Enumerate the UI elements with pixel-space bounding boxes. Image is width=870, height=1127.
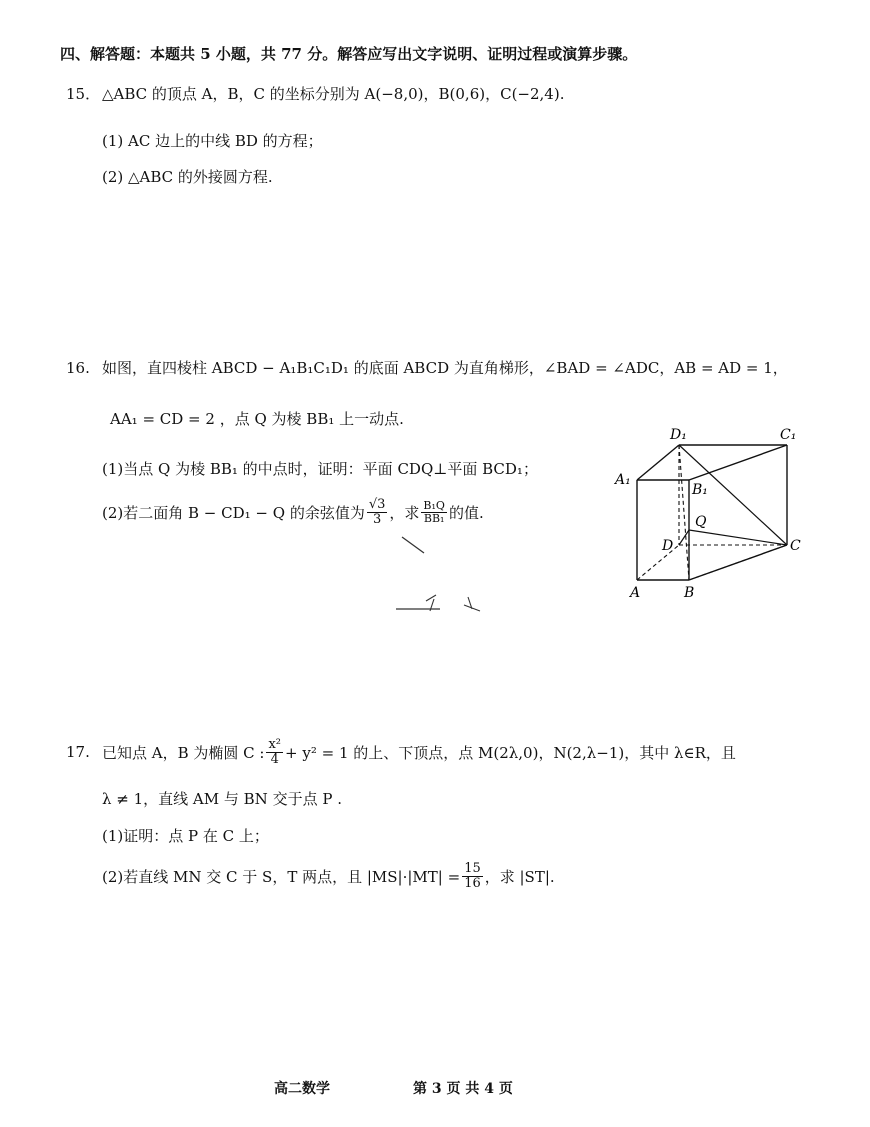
q17-part2-text-a: (2)若直线 MN 交 C 于 S，T 两点，且 |MS|·|MT| =	[102, 867, 461, 886]
segment-DQ	[679, 530, 689, 545]
label-B1: B₁	[692, 482, 708, 498]
q15-number: 15．	[66, 85, 101, 103]
q16-part2-ratio	[421, 500, 447, 525]
hidden-segment-D1B	[679, 445, 689, 580]
label-D1: D₁	[670, 427, 687, 443]
q17-part2-text-b: ，求 |ST|.	[484, 867, 555, 886]
q16-stem-line2: AA₁ = CD = 2 ，点 Q 为棱 BB₁ 上一动点.	[110, 410, 404, 428]
q17-stem-text-a: 已知点 A，B 为椭圆 C :	[102, 743, 265, 762]
q16-part1: (1)当点 Q 为棱 BB₁ 的中点时，证明：平面 CDQ⊥平面 BCD₁；	[102, 460, 538, 478]
prism-figure	[612, 420, 812, 605]
q16-part2-text-a: (2)若二面角 B − CD₁ − Q 的余弦值为	[102, 503, 365, 522]
q17-number: 17.	[66, 743, 90, 761]
q17-part2-fraction-num: 15	[464, 861, 481, 876]
q17-stem-fraction-num: x²	[268, 737, 282, 752]
q17-stem	[102, 738, 736, 767]
label-B: B	[684, 585, 695, 601]
q16-part2-fraction	[367, 498, 388, 527]
q16-part2-ratio-den: BB₁	[423, 512, 445, 525]
q16-part2-fraction-den: 3	[372, 512, 382, 527]
pencil-marks	[390, 525, 500, 620]
q16-number: 16.	[66, 359, 90, 377]
q17-stem-text-b: + y² = 1 的上、下顶点，点 M(2λ,0)，N(2,λ−1)，其中 λ∈R，且	[285, 743, 736, 762]
q16-part2-fraction-num: √3	[368, 497, 386, 512]
label-C1: C₁	[780, 427, 797, 443]
section-header: 四、解答题：本题共 5 小题，共 77 分。解答应写出文字说明、证明过程或演算步骤。	[60, 45, 638, 63]
q16-stem-line1: 如图，直四棱柱 ABCD − A₁B₁C₁D₁ 的底面 ABCD 为直角梯形，∠BAD = ∠ADC，AB = AD = 1，	[102, 359, 788, 377]
q15-stem: △ABC 的顶点 A，B，C 的坐标分别为 A(−8,0)，B(0,6)，C(−2,4).	[102, 85, 565, 103]
q17-stem-line2: λ ≠ 1，直线 AM 与 BN 交于点 P .	[102, 790, 342, 808]
pencil-stroke	[402, 537, 424, 553]
q16-part2-text-c: 的值.	[448, 503, 484, 522]
footer-subject: 高二数学	[274, 1081, 330, 1097]
q15-part2: (2) △ABC 的外接圆方程.	[102, 168, 273, 186]
q15-part1: (1) AC 边上的中线 BD 的方程；	[102, 132, 323, 150]
q16-part2	[102, 498, 484, 527]
edge-A1D1	[637, 445, 679, 480]
q17-part2-fraction-den: 16	[464, 876, 481, 891]
label-A: A	[630, 585, 641, 601]
q17-part1: (1)证明：点 P 在 C 上；	[102, 827, 269, 845]
label-A1: A₁	[615, 472, 631, 488]
q17-part2	[102, 862, 555, 891]
edge-B1C1	[689, 445, 787, 480]
label-C: C	[790, 538, 801, 554]
footer-page-number: 第 3 页 共 4 页	[413, 1081, 513, 1097]
q16-part2-ratio-num: B₁Q	[423, 499, 445, 512]
q17-part2-fraction	[462, 862, 483, 891]
q17-stem-fraction-den: 4	[270, 752, 279, 767]
label-D: D	[662, 538, 674, 554]
q16-part2-text-b: ，求	[389, 503, 420, 522]
pencil-stroke	[464, 597, 480, 611]
label-Q: Q	[695, 514, 707, 530]
segment-QC	[689, 530, 787, 545]
q17-stem-fraction	[266, 738, 283, 767]
